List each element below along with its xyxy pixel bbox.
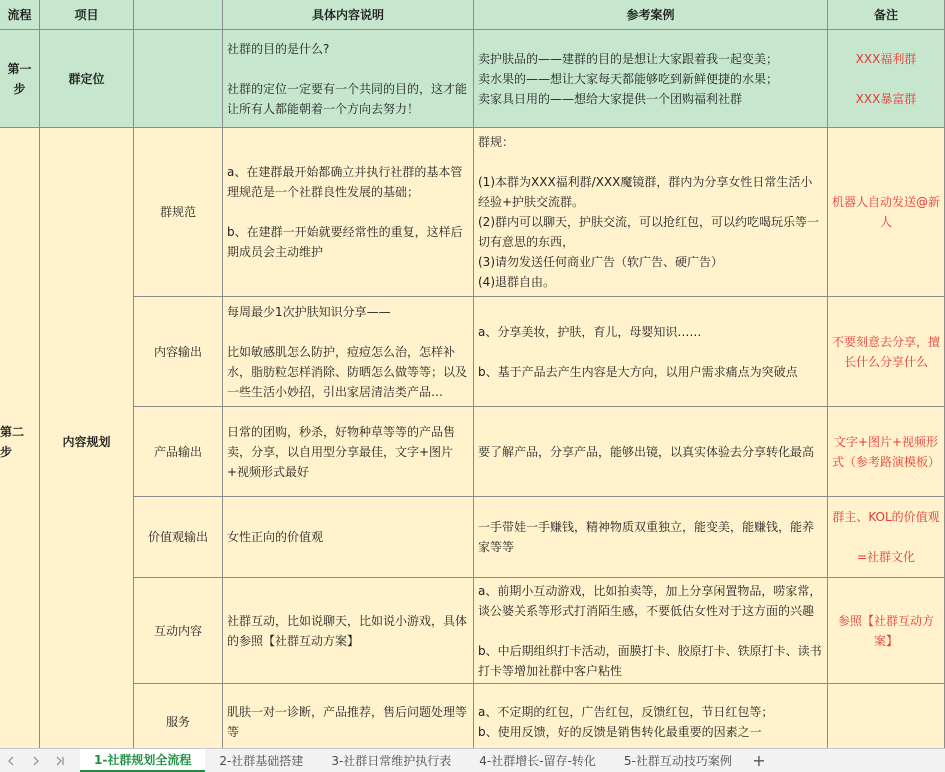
step2-label[interactable]: [0, 128, 40, 748]
row-example-service[interactable]: a、不定期的红包，广告红包，反馈红包，节日红包等； b、使用反馈，好的反馈是销售转化最重要的因素之一: [474, 684, 828, 748]
row-detail-interaction[interactable]: 社群互动，比如说聊天，比如说小游戏，具体的参照【社群互动方案】: [223, 578, 474, 684]
row-detail-product-output[interactable]: 日常的团购，秒杀，好物种草等等的产品售卖，分享，以自用型分享最佳，文字+图片+视频形式最好: [223, 407, 474, 497]
row-remark-service[interactable]: [828, 684, 945, 748]
tab-sheet-1[interactable]: 1-社群规划全流程: [80, 749, 205, 772]
header-remark[interactable]: 备注: [828, 0, 945, 30]
tab-sheet-4[interactable]: 4-社群增长-留存-转化: [479, 754, 596, 768]
tab-spacer: [72, 749, 80, 772]
tab-sheet-2[interactable]: 2-社群基础搭建: [219, 754, 304, 768]
row-remark-interaction[interactable]: 参照【社群互动方案】: [828, 578, 945, 684]
row-detail-values-output[interactable]: 女性正向的价值观: [223, 497, 474, 578]
step2-project[interactable]: [40, 128, 134, 748]
header-example[interactable]: 参考案例: [474, 0, 828, 30]
step1-label[interactable]: 第一步: [0, 30, 40, 128]
row-example-interaction[interactable]: a、前期小互动游戏，比如拍卖等，加上分享闲置物品，唠家常，谈公婆关系等形式打消陌生感，不要低估女性对于这方面的兴趣 b、中后期组织打卡活动，面膜打卡、胶原打卡、铁原打卡、读书打卡等增加社群中客户粘性: [474, 578, 828, 684]
row-example-product-output[interactable]: 要了解产品，分享产品，能够出镜，以真实体验去分享转化最高: [474, 407, 828, 497]
row-remark-group-rules[interactable]: 机器人自动发送@新人: [828, 128, 945, 297]
step2-project-text: 内容规划: [62, 434, 111, 449]
row-remark-content-output[interactable]: 不要刻意去分享，擅长什么分享什么: [828, 297, 945, 407]
row-sub-interaction[interactable]: 互动内容: [134, 578, 223, 684]
row-example-content-output[interactable]: a、分享美妆，护肤，育儿，母婴知识…… b、基于产品去产生内容是大方向，以用户需求痛点为突破点: [474, 297, 828, 407]
last-sheet-button[interactable]: [48, 749, 72, 772]
header-blank[interactable]: [134, 0, 223, 30]
row-detail-group-rules[interactable]: a、在建群最开始都确立并执行社群的基本管理规范是一个社群良性发展的基础； b、在建群一开始就要经常性的重复，这样后期成员会主动维护: [223, 128, 474, 297]
row-sub-product-output[interactable]: 产品输出: [134, 407, 223, 497]
row-sub-values-output[interactable]: 价值观输出: [134, 497, 223, 578]
step1-remark[interactable]: XXX福利群 XXX暴富群: [828, 30, 945, 128]
row-sub-content-output[interactable]: 内容输出: [134, 297, 223, 407]
row-sub-service[interactable]: 服务: [134, 684, 223, 748]
row-remark-values-output[interactable]: 群主、KOL的价值观 =社群文化: [828, 497, 945, 578]
sheet-tab-bar: [0, 748, 945, 772]
tab-sheet-5[interactable]: 5-社群互动技巧案例: [623, 754, 732, 768]
step2-label-text: 第二步: [0, 424, 25, 459]
chevron-last-icon: [55, 756, 65, 766]
header-process[interactable]: 流程: [0, 0, 40, 30]
row-sub-group-rules[interactable]: 群规范: [134, 128, 223, 297]
row-detail-service[interactable]: 肌肤一对一诊断，产品推荐，售后问题处理等等: [223, 684, 474, 748]
chevron-double-left-icon: [7, 756, 17, 766]
chevron-right-icon: [31, 756, 41, 766]
tab-sheet-3[interactable]: 3-社群日常维护执行表: [331, 754, 452, 768]
first-sheet-button[interactable]: [0, 749, 24, 772]
row-example-group-rules[interactable]: 群规： (1)本群为XXX福利群/XXX魔镜群，群内为分享女性日常生活小经验+护肤交流群。 (2)群内可以聊天，护肤交流，可以抢红包，可以约吃喝玩乐等一切有意思的东西， (3)请勿发送任何商业广告（软广告、硬广告） (4)退群自由。: [474, 128, 828, 297]
step1-example[interactable]: 卖护肤品的——建群的目的是想让大家跟着我一起变美； 卖水果的——想让大家每天都能够吃到新鲜便捷的水果； 卖家具日用的——想给大家提供一个团购福利社群: [474, 30, 828, 128]
header-project[interactable]: 项目: [40, 0, 134, 30]
row-example-values-output[interactable]: 一手带娃一手赚钱，精神物质双重独立，能变美，能赚钱，能养家等等: [474, 497, 828, 578]
header-detail[interactable]: 具体内容说明: [223, 0, 474, 30]
row-remark-product-output[interactable]: 文字+图片+视频形式（参考路演模板）: [828, 407, 945, 497]
prev-sheet-button[interactable]: [24, 749, 48, 772]
step1-detail[interactable]: 社群的目的是什么? 社群的定位一定要有一个共同的目的，这才能让所有人都能朝着一个方向去努力！: [223, 30, 474, 128]
step1-blank[interactable]: [134, 30, 223, 128]
row-detail-content-output[interactable]: 每周最少1次护肤知识分享—— 比如敏感肌怎么防护，痘痘怎么治，怎样补水，脂肪粒怎样消除、防晒怎么做等等；以及一些生活小妙招，引出家居清洁类产品…: [223, 297, 474, 407]
add-sheet-button[interactable]: +: [752, 751, 766, 770]
step1-project[interactable]: 群定位: [40, 30, 134, 128]
